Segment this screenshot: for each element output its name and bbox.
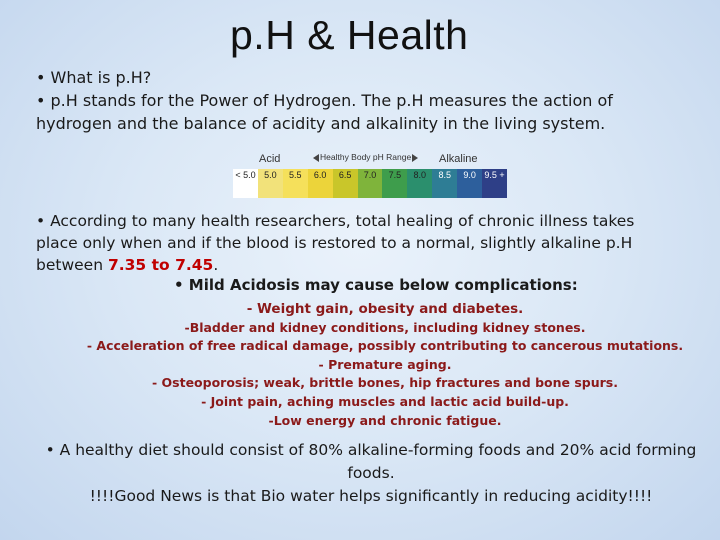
blood-ph-text: • According to many health researchers, total healing of chronic illness takes place only when and if the blood is restored to a normal, slightly alkaline p.H between — [36, 212, 635, 274]
intro-definition: • p.H stands for the Power of Hydrogen. The p.H measures the action of hydrogen and the balance of acidity and alkalinity in the living system. — [36, 91, 613, 133]
ph-segment: 9.0 — [457, 169, 482, 198]
complication-item: - Osteoporosis; weak, brittle bones, hip fractures and bone spurs. — [151, 375, 618, 391]
ph-segment: 7.0 — [358, 169, 383, 198]
intro-section — [36, 66, 676, 135]
slide-title: p.H & Health — [230, 12, 469, 58]
ph-segment: 6.5 — [333, 169, 358, 198]
ph-range-low: 7.35 — [107, 256, 147, 274]
alkaline-label: Alkaline — [439, 153, 478, 165]
ph-range-to: to — [146, 256, 176, 274]
ph-segment: 7.5 — [382, 169, 407, 198]
ph-segment: 8.5 — [432, 169, 457, 198]
complication-item: - Joint pain, aching muscles and lactic acid build-up. — [201, 393, 569, 409]
diet-section — [36, 439, 706, 508]
healthy-range-label: Healthy Body pH Range — [313, 152, 418, 162]
acidosis-heading: • Mild Acidosis may cause below complications: — [174, 276, 578, 294]
ph-segment: 8.0 — [407, 169, 432, 198]
complication-item: -Bladder and kidney conditions, including kidney stones. — [184, 319, 586, 335]
complication-item: - Premature aging. — [318, 356, 452, 372]
complication-item: - Acceleration of free radical damage, possibly contributing to cancerous mutations. — [86, 338, 684, 354]
ph-range-high: 7.45 — [175, 256, 214, 274]
ph-segment: 5.5 — [283, 169, 308, 198]
ph-segment: 5.0 — [258, 169, 283, 198]
good-news-text: !!!!Good News is that Bio water helps significantly in reducing acidity!!!! — [89, 487, 653, 505]
ph-color-bar — [233, 169, 507, 198]
complications-list — [60, 300, 710, 430]
intro-question: • What is p.H? — [36, 68, 152, 87]
acid-label: Acid — [259, 153, 281, 165]
ph-segment: 6.0 — [308, 169, 333, 198]
ph-scale-image — [233, 152, 507, 198]
ph-scale-header — [233, 152, 507, 169]
blood-ph-end: . — [213, 256, 219, 274]
diet-text: • A healthy diet should consist of 80% alkaline-forming foods and 20% acid forming foods. — [45, 441, 697, 482]
complication-item: -Low energy and chronic fatigue. — [268, 412, 502, 428]
ph-segment: < 5.0 — [233, 169, 258, 198]
ph-segment: 9.5 + — [482, 169, 507, 198]
blood-ph-paragraph — [36, 210, 676, 276]
complication-item: - Weight gain, obesity and diabetes. — [246, 301, 524, 317]
